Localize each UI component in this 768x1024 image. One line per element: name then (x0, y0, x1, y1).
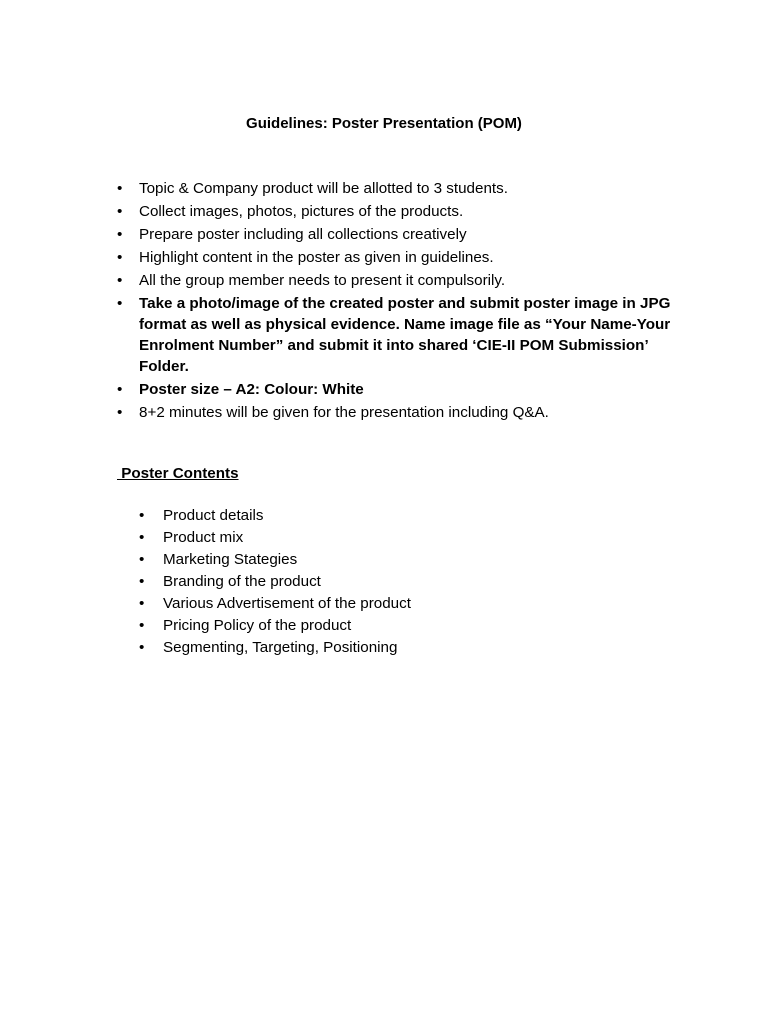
bullet-icon: • (139, 507, 145, 524)
bullet-icon: • (117, 226, 123, 243)
contents-text: Pricing Policy of the product (163, 617, 352, 634)
bullet-icon: • (117, 249, 123, 266)
bullet-icon: • (117, 381, 123, 398)
guideline-text: Take a photo/image of the created poster and submit poster image in JPG format as well as physical evidence. Name image file as “Your Name-Your Enrolment Number” and submit it into shared ‘CIE-II POM Submission’ Folder. (139, 295, 671, 375)
contents-item (139, 593, 639, 614)
guideline-item (117, 178, 677, 199)
contents-item (139, 505, 639, 526)
guideline-text: Highlight content in the poster as given in guidelines. (139, 249, 494, 266)
guideline-text: Topic & Company product will be allotted to 3 students. (139, 180, 508, 197)
bullet-icon: • (139, 551, 145, 568)
guideline-item-poster-size (117, 379, 677, 400)
contents-item (139, 527, 639, 548)
contents-text: Product mix (163, 529, 244, 546)
contents-text: Product details (163, 507, 264, 524)
contents-item (139, 637, 639, 658)
guideline-item (117, 247, 677, 268)
guidelines-list (117, 178, 677, 425)
document-title (0, 114, 768, 134)
bullet-icon: • (117, 180, 123, 197)
guideline-item (117, 270, 677, 291)
guideline-item (117, 224, 677, 245)
bullet-icon: • (139, 573, 145, 590)
contents-text: Segmenting, Targeting, Positioning (163, 639, 398, 656)
guideline-item-submission (117, 293, 677, 377)
guideline-text: All the group member needs to present it compulsorily. (139, 272, 506, 289)
bullet-icon: • (117, 272, 123, 289)
contents-text: Various Advertisement of the product (163, 595, 411, 612)
contents-text: Branding of the product (163, 573, 321, 590)
guideline-text: Poster size – A2: Colour: White (139, 381, 364, 398)
bullet-icon: • (117, 203, 123, 220)
bullet-icon: • (117, 404, 123, 421)
document-title-text: Guidelines: Poster Presentation (POM) (246, 115, 522, 132)
poster-contents-heading: Poster Contents (117, 465, 239, 482)
guideline-text: 8+2 minutes will be given for the presentation including Q&A. (139, 404, 549, 421)
bullet-icon: • (139, 639, 145, 656)
bullet-icon: • (139, 529, 145, 546)
guideline-text: Prepare poster including all collections creatively (139, 226, 467, 243)
guideline-text: Collect images, photos, pictures of the products. (139, 203, 464, 220)
contents-item (139, 571, 639, 592)
contents-item (139, 615, 639, 636)
bullet-icon: • (117, 295, 123, 312)
bullet-icon: • (139, 595, 145, 612)
contents-item (139, 549, 639, 570)
contents-text: Marketing Stategies (163, 551, 298, 568)
bullet-icon: • (139, 617, 145, 634)
poster-contents-list (139, 505, 639, 659)
guideline-item (117, 201, 677, 222)
guideline-item (117, 402, 677, 423)
